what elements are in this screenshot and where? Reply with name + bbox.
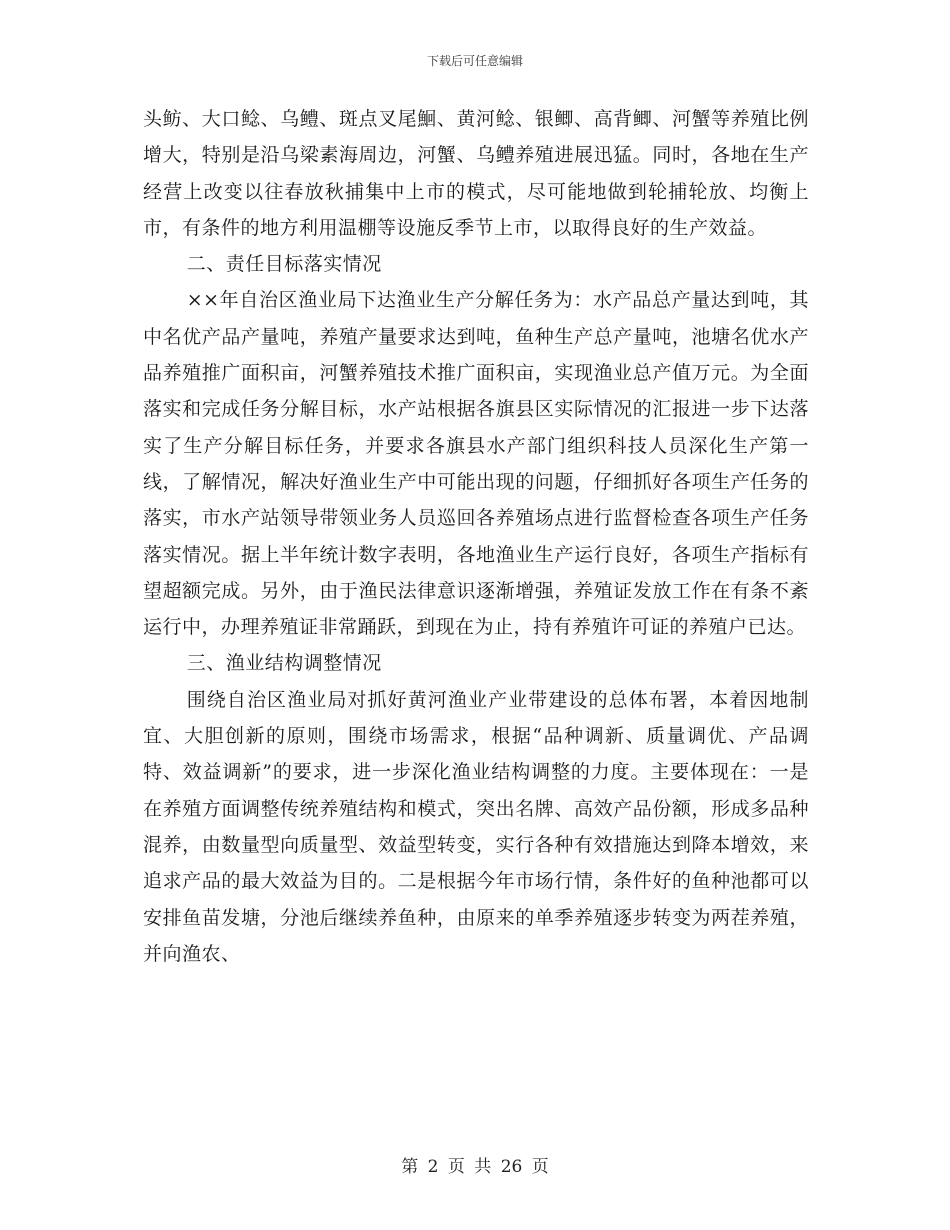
paragraph-responsibility-targets: ××年自治区渔业局下达渔业生产分解任务为：水产品总产量达到吨，其中名优产品产量吨，养殖产量要求达到吨，鱼种生产总产量吨，池塘名优水产品养殖推广面积亩，河蟹养殖技术推广面积亩，实现渔业总产值万元。为全面落实和完成任务分解目标，水产站根据各旗县区实际情况的汇报进一步下达落实了生产分解目标任务，并要求各旗县水产部门组织科技人员深化生产第一线，了解情况，解决好渔业生产中可能出现的问题，仔细抓好各项生产任务的落实，市水产站领导带领业务人员巡回各养殖场点进行监督检查各项生产任务落实情况。据上半年统计数字表明，各地渔业生产运行良好，各项生产指标有望超额完成。另外，由于渔民法律意识逐渐增强，养殖证发放工作在有条不紊运行中，办理养殖证非常踊跃，到现在为止，持有养殖许可证的养殖户已达。 [143,289,809,639]
paragraph-structure-adjustment: 围绕自治区渔业局对抓好黄河渔业产业带建设的总体布署，本着因地制宜、大胆创新的原则，围绕市场需求，根据“品种调新、质量调优、产品调特、效益调新”的要求，进一步深化渔业结构调整的力度。主要体现在：一是在养殖方面调整传统养殖结构和模式，突出名牌、高效产品份额，形成多品种混养，由数量型向质量型、效益型转变，实行各种有效措施达到降本增效，来追求产品的最大效益为目的。二是根据今年市场行情，条件好的鱼种池都可以安排鱼苗发塘，分池后继续养鱼种，由原来的单季养殖逐步转变为两茬养殖，并向渔农、 [143,688,809,965]
page-header: 下载后可任意编辑 [426,54,523,68]
document-body [143,101,809,972]
section-heading-structure-adjustment: 三、渔业结构调整情况 [186,652,382,675]
section-heading-responsibility-targets: 二、责任目标落实情况 [186,253,382,276]
page-number-footer: 第 2 页 共 26 页 [401,1157,549,1177]
paragraph-continuation: 头鲂、大口鲶、乌鳢、斑点叉尾鮰、黄河鲶、银鲫、高背鲫、河蟹等养殖比例增大，特别是沿乌梁素海周边，河蟹、乌鳢养殖进展迅猛。同时，各地在生产经营上改变以往春放秋捕集中上市的模式，尽可能地做到轮捕轮放、均衡上市，有条件的地方利用温棚等设施反季节上市，以取得良好的生产效益。 [143,108,809,239]
